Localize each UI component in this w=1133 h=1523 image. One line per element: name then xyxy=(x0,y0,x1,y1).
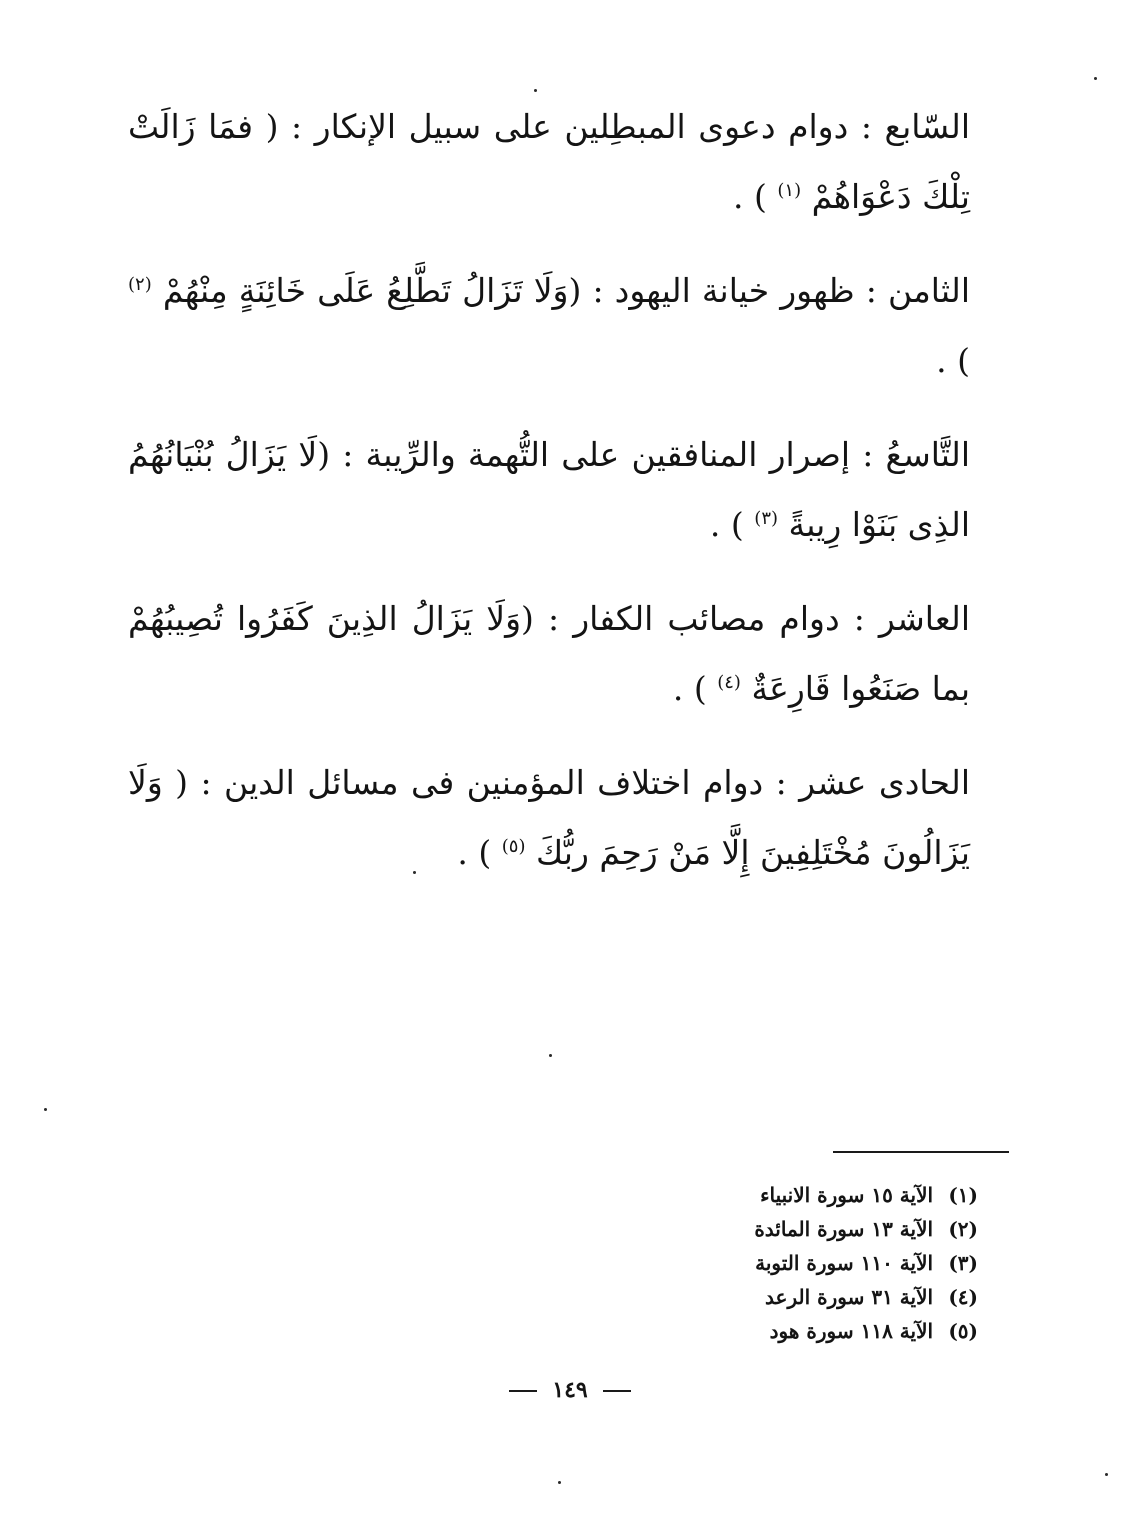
footnote-number: (١) xyxy=(948,1183,978,1207)
scan-speck xyxy=(558,1481,561,1484)
footnote-number: (٣) xyxy=(948,1251,978,1275)
paragraph-close: ) . xyxy=(457,833,492,872)
page-number-dash-left xyxy=(509,1390,537,1392)
footnote-text: الآية ١٣ سورة المائدة xyxy=(754,1217,934,1241)
paragraph-close: ) . xyxy=(709,505,744,544)
scan-speck xyxy=(44,1108,47,1111)
footnote-item xyxy=(600,1246,978,1280)
paragraph-ninth xyxy=(128,420,970,560)
paragraph-eighth xyxy=(128,256,970,396)
paragraph-close: ) . xyxy=(936,341,970,380)
paragraph-text: السّابع : دوام دعوى المبطِلين على سبيل الإنكار : ( فمَا زَالَتْ تِلْكَ دَعْوَاهُمْ xyxy=(128,107,970,216)
paragraph-text: الثامن : ظهور خيانة اليهود : (وَلَا تَزَالُ تَطَّلِعُ عَلَى خَائِنَةٍ مِنْهُمْ xyxy=(162,271,970,310)
footnote-text: الآية ٣١ سورة الرعد xyxy=(765,1285,934,1309)
paragraph-close: ) . xyxy=(733,177,767,216)
footnote-item xyxy=(600,1314,978,1348)
footnote-item xyxy=(600,1212,978,1246)
footnote-ref: (٣) xyxy=(754,508,779,529)
main-text xyxy=(128,92,970,912)
page-number-value: ١٤٩ xyxy=(552,1377,588,1403)
scan-speck xyxy=(549,1054,552,1057)
footnote-number: (٥) xyxy=(948,1319,978,1343)
paragraph-eleventh xyxy=(128,748,970,888)
footnote-item xyxy=(600,1178,978,1212)
paragraph-seventh xyxy=(128,92,970,232)
scan-speck xyxy=(534,89,537,92)
paragraph-tenth xyxy=(128,584,970,724)
scan-speck xyxy=(1094,77,1097,80)
footnote-ref: (٢) xyxy=(128,274,152,295)
scan-speck xyxy=(1105,1473,1108,1476)
footnote-ref: (٥) xyxy=(501,836,526,857)
footnote-text: الآية ١٥ سورة الانبياء xyxy=(760,1183,934,1207)
footnote-divider xyxy=(833,1151,1009,1153)
paragraph-text: التَّاسعُ : إصرار المنافقين على التُّهمة والرِّيبة : (لَا يَزَالُ بُنْيَانُهُمُ الذِى بَنَوْا رِيبةً xyxy=(128,435,970,544)
paragraph-close: ) . xyxy=(672,669,707,708)
scan-speck xyxy=(413,871,416,874)
footnote-ref: (١) xyxy=(777,180,802,201)
footnote-item xyxy=(600,1280,978,1314)
footnotes-list xyxy=(600,1178,978,1348)
page-number-dash-right xyxy=(603,1390,631,1392)
footnote-ref: (٤) xyxy=(717,672,741,693)
footnote-text: الآية ١١٨ سورة هود xyxy=(769,1319,934,1343)
footnote-text: الآية ١١٠ سورة التوبة xyxy=(755,1251,934,1275)
paragraph-text: الحادى عشر : دوام اختلاف المؤمنين فى مسائل الدين : ( وَلَا يَزَالُونَ مُخْتَلِفِينَ إِلَّا مَنْ رَحِمَ ربُّكَ xyxy=(128,763,970,872)
footnote-number: (٢) xyxy=(948,1217,978,1241)
page-number xyxy=(500,1377,640,1403)
footnote-number: (٤) xyxy=(948,1285,978,1309)
paragraph-text: العاشر : دوام مصائب الكفار : (وَلَا يَزَالُ الذِينَ كَفَرُوا تُصِيبُهُمْ بما صَنَعُوا قَارِعَةٌ xyxy=(128,599,970,708)
